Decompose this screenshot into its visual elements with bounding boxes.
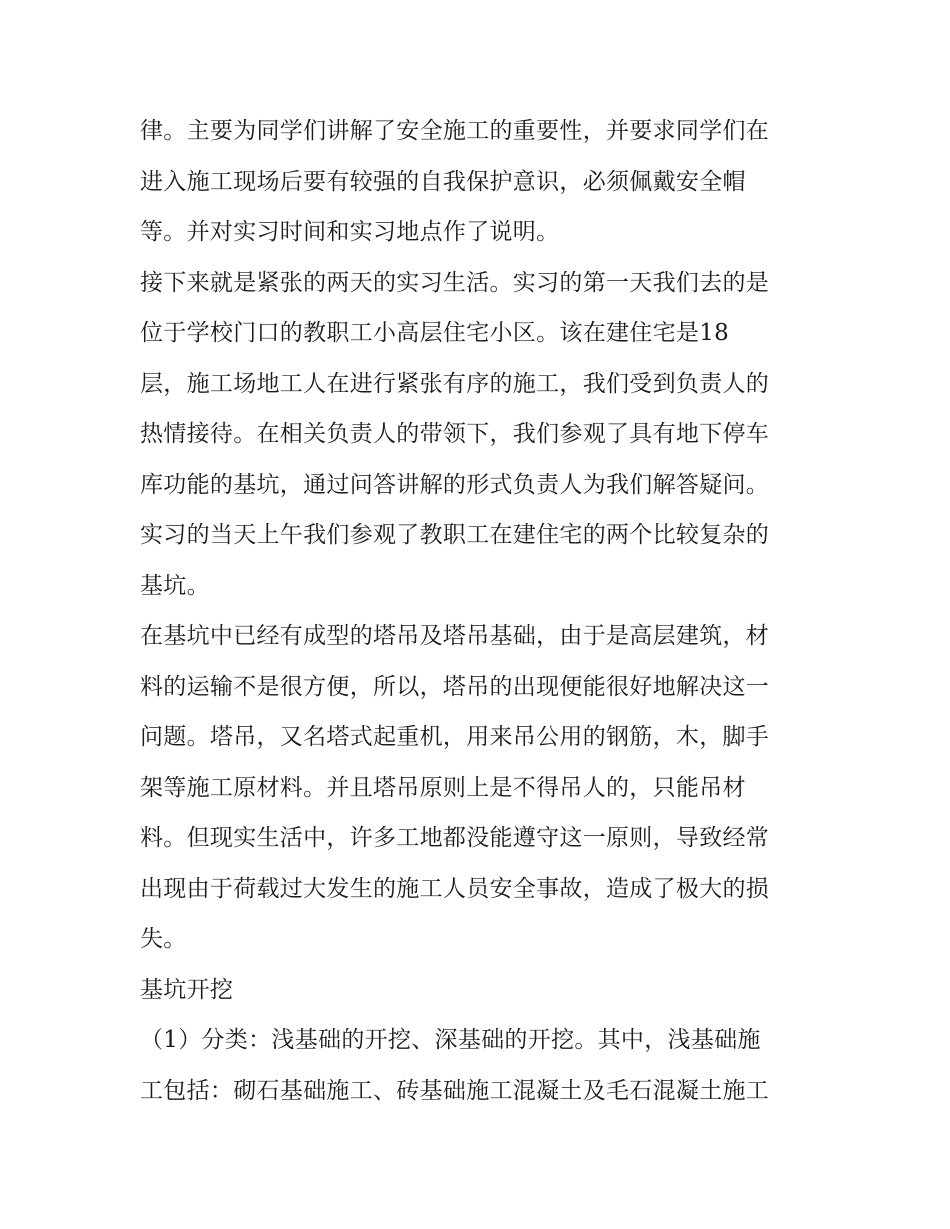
text-line: 库功能的基坑，通过问答讲解的形式负责人为我们解答疑问。	[140, 471, 770, 498]
text-line: 问题。塔吊，又名塔式起重机，用来吊公用的钢筋，木，脚手	[140, 724, 770, 750]
text-line: 在基坑中已经有成型的塔吊及塔吊基础，由于是高层建筑，材	[140, 623, 770, 649]
text-line: 接下来就是紧张的两天的实习生活。实习的第一天我们去的是	[140, 269, 770, 296]
text-line: 实习的当天上午我们参观了教职工在建住宅的两个比较复杂的	[140, 522, 770, 548]
text-line: 工包括：砌石基础施工、砖基础施工混凝土及毛石混凝土施工	[140, 1077, 770, 1104]
text-line: 层，施工场地工人在进行紧张有序的施工，我们受到负责人的	[140, 370, 770, 397]
document-body	[140, 106, 820, 1116]
text-line: 热情接待。在相关负责人的带领下，我们参观了具有地下停车	[140, 421, 770, 447]
text-line: 失。	[140, 926, 187, 952]
text-line: 进入施工现场后要有较强的自我保护意识，必须佩戴安全帽	[140, 168, 746, 195]
text-line: 料。但现实生活中，许多工地都没能遵守这一原则，导致经常	[140, 825, 770, 851]
text-line: 位于学校门口的教职工小高层住宅小区。该在建住宅是18	[140, 320, 730, 346]
text-line: 基坑。	[140, 572, 210, 599]
text-line: 律。主要为同学们讲解了安全施工的重要性，并要求同学们在	[140, 118, 770, 144]
text-line: 架等施工原材料。并且塔吊原则上是不得吊人的，只能吊材	[140, 774, 746, 801]
text-line: 料的运输不是很方便，所以，塔吊的出现便能很好地解决这一	[140, 673, 770, 700]
text-line: （1）分类：浅基础的开挖、深基础的开挖。其中，浅基础施	[140, 1027, 761, 1053]
text-line: 出现由于荷载过大发生的施工人员安全事故，造成了极大的损	[140, 875, 770, 902]
text-line: 等。并对实习时间和实习地点作了说明。	[140, 219, 560, 245]
section-heading: 基坑开挖	[140, 976, 234, 1003]
